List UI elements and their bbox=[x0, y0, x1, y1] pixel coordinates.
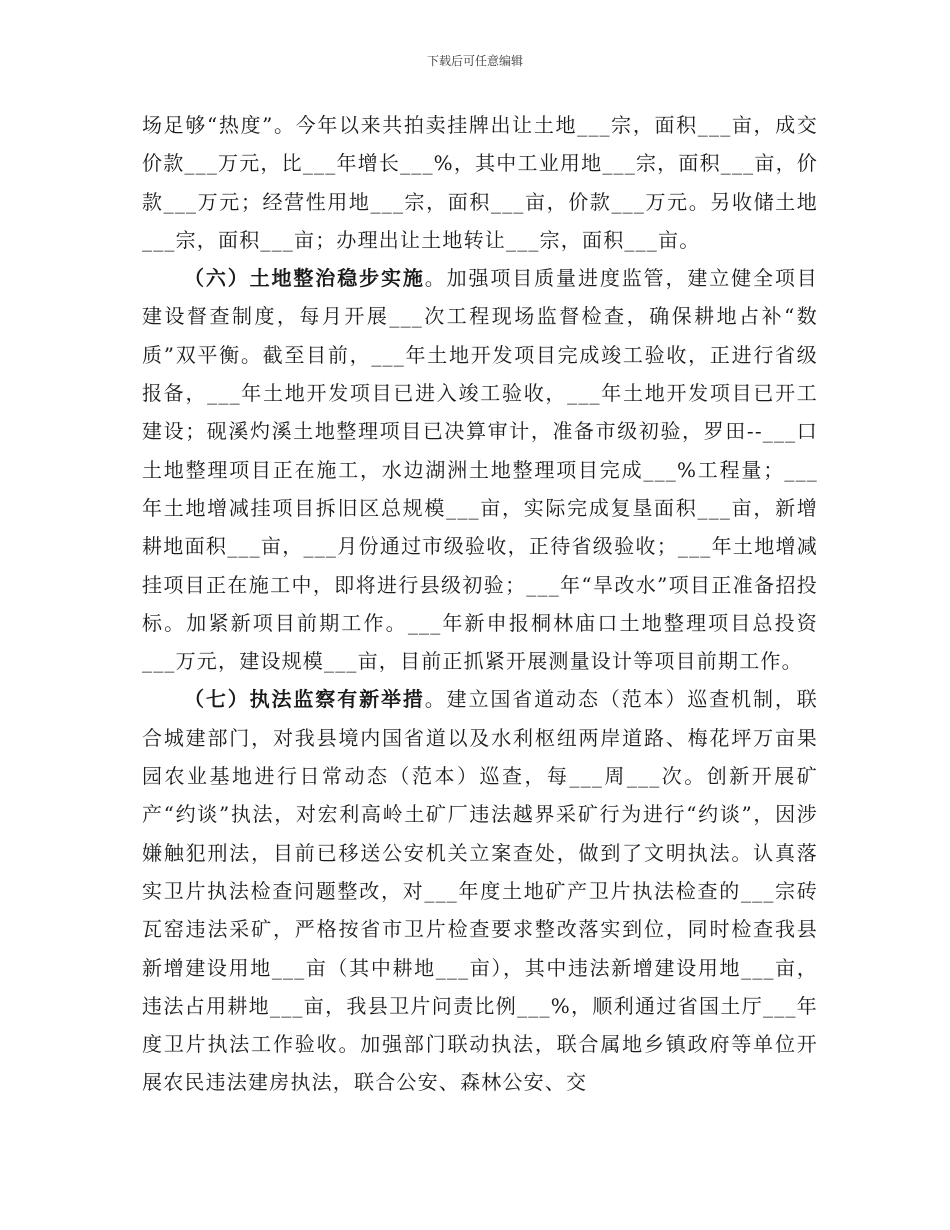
page-header: 下载后可任意编辑 bbox=[426, 54, 523, 68]
paragraph-text: 。建立国省道动态（范本）巡查机制，联合城建部门，对我县境内国省道以及水利枢纽两岸道路、梅花坪万亩果园农业基地进行日常动态（范本）巡查，每___周___次。创新开展矿产“约谈”执法，对宏利高岭土矿厂违法越界采矿行为进行“约谈”，因涉嫌触犯刑法，目前已移送公安机关立案查处，做到了文明执法。认真落实卫片执法检查问题整改，对___年度土地矿产卫片执法检查的___宗砖瓦窑违法采矿，严格按省市卫片检查要求整改落实到位，同时检查我县新增建设用地___亩（其中耕地___亩），其中违法新增建设用地___亩，违法占用耕地___亩，我县卫片问责比例___%，顺利通过省国土厅___年度卫片执法工作验收。加强部门联动执法，联合属地乡镇政府等单位开展农民违法建房执法，联合公安、森林公安、交 bbox=[142, 687, 818, 1095]
paragraph-text: 。加强项目质量进度监管，建立健全项目建设督查制度，每月开展___次工程现场监督检查，确保耕地占补“数质”双平衡。截至目前，___年土地开发项目完成竣工验收，正进行省级报备，___年土地开发项目已进入竣工验收，___年土地开发项目已开工建设；砚溪灼溪土地整理项目已决算审计，准备市级初验，罗田--___口土地整理项目正在施工，水边湖洲土地整理项目完成___%工程量；___年土地增减挂项目拆旧区总规模___亩，实际完成复垦面积___亩，新增耕地面积___亩，___月份通过市级验收，正待省级验收；___年土地增减挂项目正在施工中，即将进行县级初验；___年“旱改水”项目正准备招投标。加紧新项目前期工作。___年新申报桐林庙口土地整理项目总投资___万元，建设规模___亩，目前正抓紧开展测量设计等项目前期工作。 bbox=[142, 266, 818, 674]
section-heading: （七）执法监察有新举措 bbox=[184, 687, 425, 712]
paragraph-section-six bbox=[142, 259, 818, 680]
document-body bbox=[142, 106, 818, 1102]
paragraph-text: 场足够“热度”。今年以来共拍卖挂牌出让土地___宗，面积___亩，成交价款___万元，比___年增长___%，其中工业用地___宗，面积___亩，价款___万元；经营性用地___宗，面积___亩，价款___万元。另收储土地___宗，面积___亩；办理出让土地转让___宗，面积___亩。 bbox=[142, 113, 818, 252]
paragraph-continuation bbox=[142, 106, 818, 259]
section-heading: （六）土地整治稳步实施 bbox=[184, 266, 425, 291]
paragraph-section-seven bbox=[142, 680, 818, 1101]
